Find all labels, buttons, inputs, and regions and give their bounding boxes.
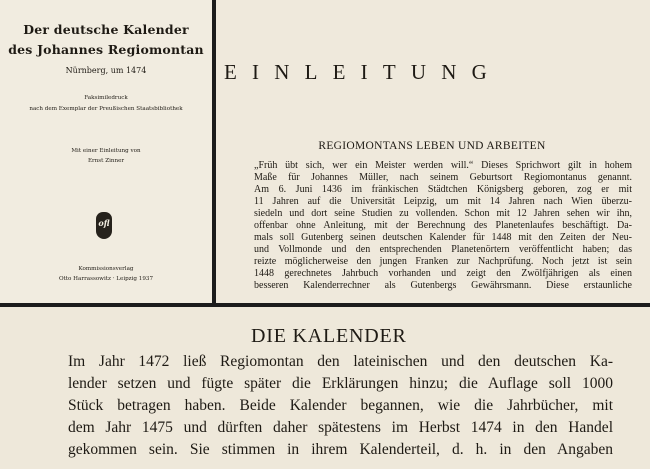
intro-text-line: und Vollmonde und den entsprechenden Planetenörtern veröffentlicht haben; das	[254, 244, 632, 255]
kalender-text-line: gekommen sein. Sie stimmen in ihrem Kalenderteil, d. h. in den Angaben	[68, 441, 613, 458]
intro-text-line: offenbar ohne Anleitung, mit der Berechnung des Planetenlaufes beschäftigt. Da-	[254, 220, 632, 231]
intro-text-line: 1448 gerechnetes Jahrbuch vorhanden und zeigt den Zwölfjährigen als einen	[254, 268, 632, 279]
introduction-note-line-1: Mit einer Einleitung von	[71, 148, 141, 154]
intro-text-line: siedeln und dort seine Studien zu vollenden. Schon mit 12 Jahren sehen wir ihn,	[254, 208, 632, 219]
introduction-page	[216, 0, 650, 303]
intro-text-line: „Früh übt sich, wer ein Meister werden will.“ Dieses Sprichwort gilt in hohem	[254, 160, 632, 171]
book-title-line-2: des Johannes Regiomontan	[8, 42, 204, 57]
publisher-line-2: Otto Harrassowitz · Leipzig 1937	[58, 276, 154, 282]
intro-text-line: 11 Jahren auf die Universität Leipzig, um mit 14 Jahren nach Wien überzu-	[254, 196, 632, 207]
introduction-author: Ernst Zinner	[87, 158, 125, 164]
publisher-logo	[96, 212, 112, 239]
title-page	[0, 0, 212, 303]
kalender-text-line: dem Jahr 1475 und dürften daher spätestens im Herbst 1474 in den Handel	[68, 419, 613, 436]
book-title-line-1: Der deutsche Kalender	[23, 22, 189, 37]
facsimile-note-line-1: Faksimiledruck	[84, 95, 128, 101]
kalender-text-line: Im Jahr 1472 ließ Regiomontan den lateinischen und den deutschen Ka-	[68, 353, 613, 370]
publisher-logo-text: ofl	[98, 218, 110, 228]
publisher-line-1: Kommissionsverlag	[78, 266, 134, 272]
intro-text-line: Am 6. Juni 1436 im fränkischen Städtchen Königsberg geboren, zog er mit	[254, 184, 632, 195]
intro-text-line: reizte möglicherweise den jungen Franken zur Nachprüfung. Noch jetzt ist sein	[254, 256, 632, 267]
kalender-text-line: Stück betragen haben. Beide Kalender begannen, wie die Jahrbücher, mit	[68, 397, 613, 414]
introduction-subheading: REGIOMONTANS LEBEN UND ARBEITEN	[318, 140, 546, 152]
intro-text-line: Maße für Johannes Müller, nach seinem Geburtsort Regiomontanus genannt.	[254, 172, 632, 183]
intro-text-line: besseren Kalenderrechner als Gutenbergs Gewährsmann. Diese erstaunliche	[254, 280, 632, 291]
place-date: Nürnberg, um 1474	[65, 66, 147, 75]
kalender-text-line: lender setzen und fügte später die Erklärungen hinzu; die Auflage soll 1000	[68, 375, 613, 392]
facsimile-note-line-2: nach dem Exemplar der Preußischen Staatsbibliothek	[29, 106, 183, 112]
kalender-page	[0, 307, 650, 469]
kalender-heading: DIE KALENDER	[251, 325, 407, 347]
intro-text-line: mals soll Gutenberg seinen deutschen Kalender für 1448 mit den Zeiten der Neu-	[254, 232, 632, 243]
introduction-heading: EINLEITUNG	[224, 60, 502, 84]
